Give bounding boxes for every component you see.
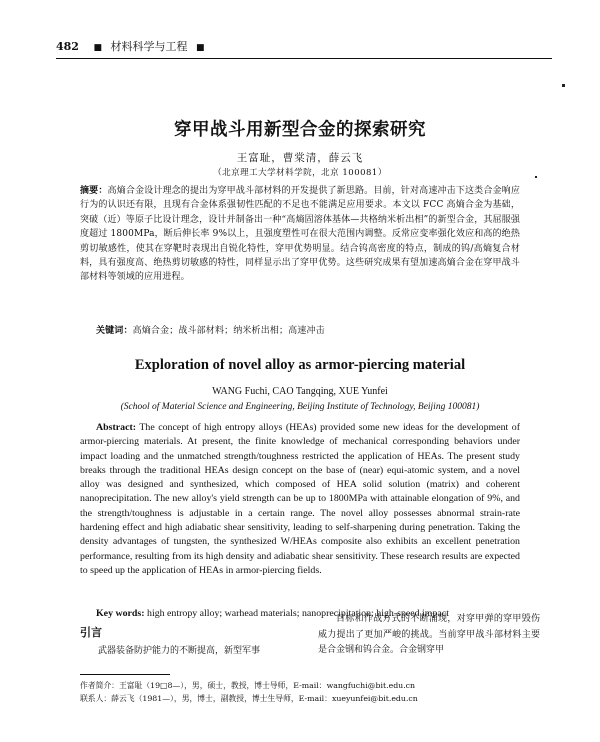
keywords-cn [80, 324, 520, 338]
footnote-divider [80, 674, 170, 675]
paper-title-en: Exploration of novel alloy as armor-piercing material [134, 357, 466, 373]
abstract-cn-text: 高熵合金设计理念的提出为穿甲战斗部材料的开发提供了新思路。目前，针对高速冲击下这类合金响应行为的认识还有限，且现有合金体系强韧性匹配的不足也不能满足应用要求。本文以 FCC 高熵合金为基础，突破（近）等原子比设计理念，设计并制备出一种“高熵固溶体基体—共格纳米析出相”的新型合金，其屈服强度超过 1800MPa，断后伸长率 9%以上，且强度塑性可在很大范围内调整。反常应变率强化效应和高的绝热剪切敏感性，使其在穿靶时表现出自锐化特性，穿甲优势明显。结合钨高密度的特点，制成的钨/高熵复合材料，具有强度高、绝热剪切敏感的特性，同样显示出了穿甲优势。这些研究成果有望加速高熵合金在穿甲战斗部材料等领域的应用进程。 [80, 186, 520, 283]
affiliation-cn: （北京理工大学材料学院，北京 100081） [213, 168, 387, 178]
abstract-en-text: The concept of high entropy alloys (HEAs) provided some new ideas for the development of armor-piercing materials. At present, the finite knowledge of mechanical corresponding behaviors under impact loading and the unmatched strength/toughness restricted the application of HEAs. The present study breaks through the traditional HEAs design concept on the base of (near) equi-atomic system, and a novel alloy was designed and synthesized, which composed of HEA solid solution (matrix) and coherent nanoprecipitation. The new alloy's yield strength can be up to 1800MPa with attainable elongation of 9%, and the strength/toughness is adjustable in a certain range. The novel alloy possesses abnormal strain-rate hardening effect and high adiabatic shear sensitivity, leading to self-sharpening during penetration. Taking the density advantages of tungsten, the synthesized W/HEAs composite also exhibits an excellent penetration performance, resulting from its high density and adiabatic shear sensitivity. These research results are expected to speed up the application of HEAs in armor-piercing fields. [80, 422, 520, 576]
scan-speck [562, 84, 565, 87]
intro-text-left: 武器装备防护能力的不断提高，新型军事 [98, 646, 261, 656]
header-mark-right: ■ [195, 43, 205, 53]
abstract-en-label: Abstract: [96, 422, 137, 433]
affiliation-en: (School of Material Science and Engineering, Beijing Institute of Technology, Beijing 100081) [120, 402, 480, 412]
footnote-author: 作者简介：王富耻（19□8—），男，硕士，教授，博士导师，E-mail：wangfuchi@bit.edu.cn [80, 681, 416, 690]
scan-speck [535, 176, 537, 178]
paper-title-cn: 穿甲战斗用新型合金的探索研究 [174, 120, 426, 140]
intro-text-right: 目标和作战方式的不断涌现，对穿甲弹的穿甲毁伤威力提出了更加严峻的挑战。当前穿甲战斗部材料主要是合金钢和钨合金。合金钢穿甲 [318, 614, 540, 655]
section-heading-intro: 引言 [80, 626, 102, 639]
header-mark-left: ■ [93, 43, 102, 53]
authors-en: WANG Fuchi, CAO Tangqing, XUE Yunfei [212, 386, 388, 397]
keywords-en-text: high entropy alloy; warhead materials; nanoprecipitation; high-speed impact [147, 608, 449, 619]
journal-name: 材料科学与工程 [110, 40, 188, 53]
keywords-cn-text: 高熵合金；战斗部材料；纳米析出相；高速冲击 [132, 326, 325, 336]
abstract-cn [80, 184, 520, 285]
abstract-cn-label: 摘要： [80, 186, 108, 196]
page-number: 482 [56, 40, 79, 53]
keywords-en-label: Key words: [96, 608, 145, 619]
keywords-cn-label: 关键词： [96, 326, 133, 336]
footnote-contact: 联系人：薛云飞（1981—），男，博士，副教授，博士生导师，E-mail：xueyunfei@bit.edu.cn [80, 694, 418, 703]
abstract-en [80, 421, 520, 578]
authors-cn: 王富耻，曹棠清，薛云飞 [236, 152, 364, 164]
running-header [56, 36, 552, 59]
